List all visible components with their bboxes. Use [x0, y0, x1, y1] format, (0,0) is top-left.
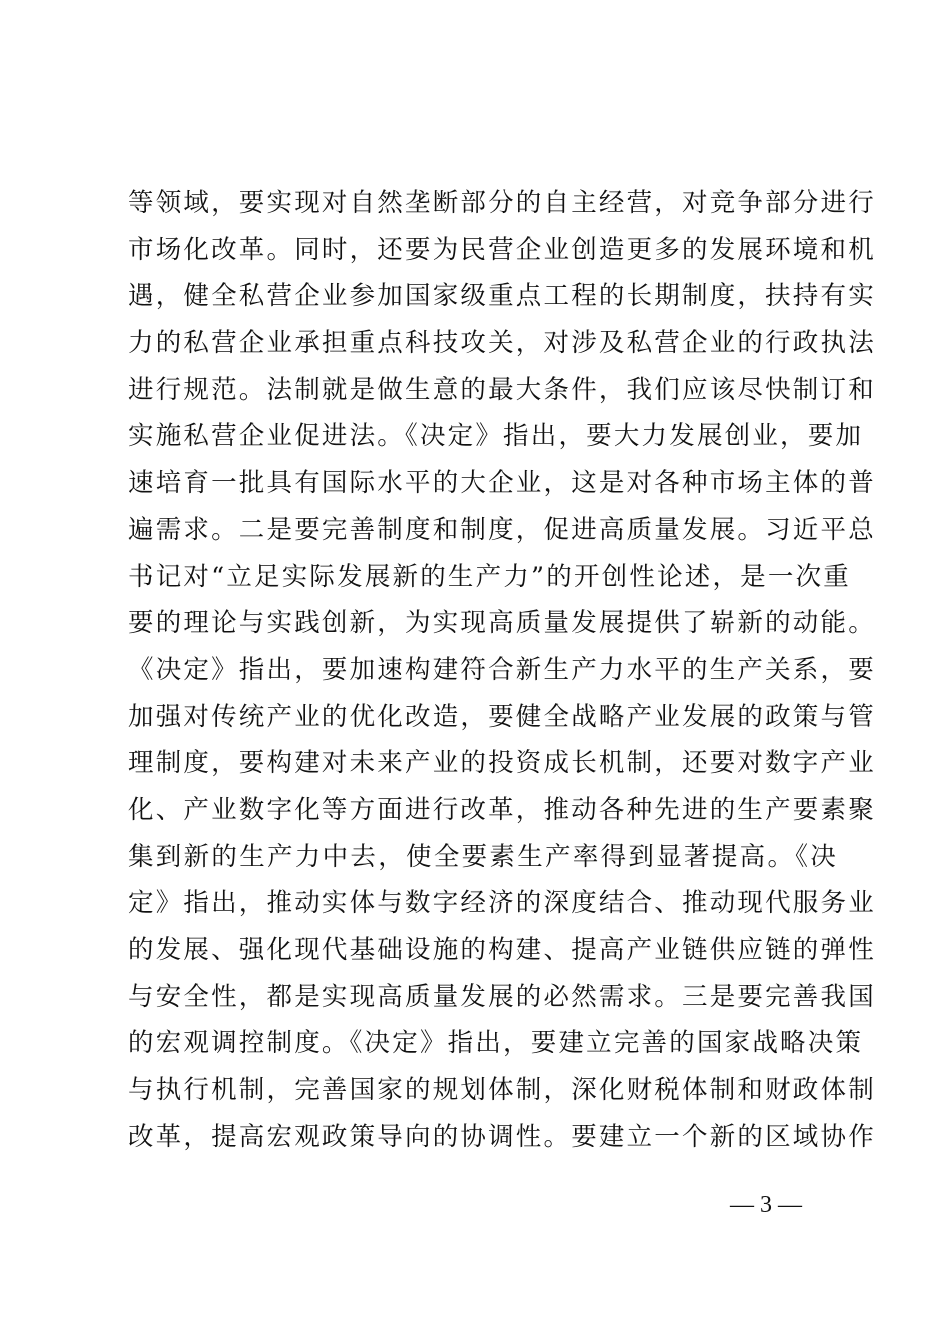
- text-line: 定》指出，推动实体与数字经济的深度结合、推动现代服务业: [128, 888, 876, 919]
- text-line: 进行规范。法制就是做生意的最大条件，我们应该尽快制订和: [128, 374, 876, 405]
- text-line: 要的理论与实践创新，为实现高质量发展提供了崭新的动能。: [128, 608, 876, 639]
- text-line: 与执行机制，完善国家的规划体制，深化财税体制和财政体制: [128, 1075, 876, 1106]
- text-line: 集到新的生产力中去，使全要素生产率得到显著提高。《决: [128, 841, 838, 872]
- text-line: 加强对传统产业的优化改造，要健全战略产业发展的政策与管: [128, 701, 876, 732]
- text-line: 速培育一批具有国际水平的大企业，这是对各种市场主体的普: [128, 468, 876, 499]
- text-line: 与安全性，都是实现高质量发展的必然需求。三是要完善我国: [128, 981, 876, 1012]
- text-line: 遇，健全私营企业参加国家级重点工程的长期制度，扶持有实: [128, 281, 876, 312]
- text-line: 力的私营企业承担重点科技攻关，对涉及私营企业的行政执法: [128, 328, 876, 359]
- text-line: 书记对“立足实际发展新的生产力”的开创性论述，是一次重: [128, 561, 851, 592]
- text-line: 改革，提高宏观政策导向的协调性。要建立一个新的区域协作: [128, 1121, 876, 1152]
- text-line: 理制度，要构建对未来产业的投资成长机制，还要对数字产业: [128, 748, 876, 779]
- text-line: 《决定》指出，要加速构建符合新生产力水平的生产关系，要: [128, 654, 876, 685]
- text-line: 化、产业数字化等方面进行改革，推动各种先进的生产要素聚: [128, 794, 876, 825]
- text-line: 实施私营企业促进法。《决定》指出，要大力发展创业，要加: [128, 421, 864, 452]
- text-line: 市场化改革。同时，还要为民营企业创造更多的发展环境和机: [128, 234, 876, 265]
- body-paragraph: [128, 180, 876, 1160]
- text-line: 的宏观调控制度。《决定》指出，要建立完善的国家战略决策: [128, 1028, 864, 1059]
- text-line: 遍需求。二是要完善制度和制度，促进高质量发展。习近平总: [128, 514, 876, 545]
- text-line: 的发展、强化现代基础设施的构建、提高产业链供应链的弹性: [128, 935, 876, 965]
- page-number: — 3 —: [730, 1192, 802, 1218]
- text-line: 等领域，要实现对自然垄断部分的自主经营，对竞争部分进行: [128, 188, 876, 218]
